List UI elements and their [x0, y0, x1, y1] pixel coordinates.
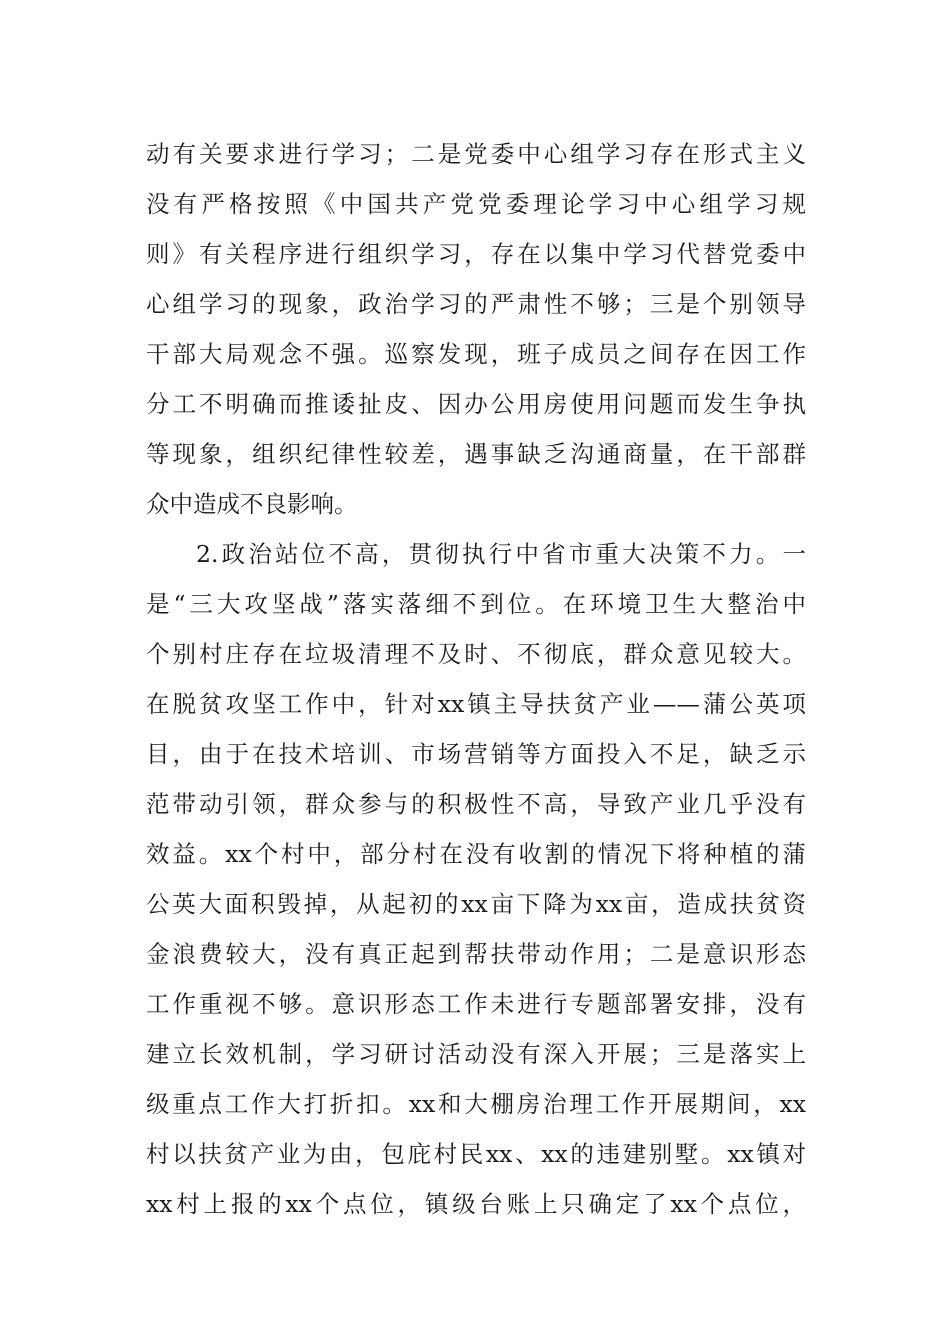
text-line: xx村上报的xx个点位，镇级台账上只确定了xx个点位，	[146, 1190, 806, 1218]
text-line: 级重点工作大打折扣。xx和大棚房治理工作开展期间，xx	[146, 1090, 806, 1118]
text-line: 众中造成不良影响。	[146, 490, 358, 518]
text-line: 没有严格按照《中国共产党党委理论学习中心组学习规	[146, 190, 806, 218]
text-line: 建立长效机制，学习研讨活动没有深入开展；三是落实上	[146, 1040, 806, 1068]
paragraph-heading-line: 2.政治站位不高，贯彻执行中省市重大决策不力。一	[196, 540, 806, 568]
text-line: 金浪费较大，没有真正起到帮扶带动作用；二是意识形态	[146, 940, 806, 968]
text-line: 心组学习的现象，政治学习的严肃性不够；三是个别领导	[146, 290, 806, 318]
text-line: 则》有关程序进行组织学习，存在以集中学习代替党委中	[146, 240, 806, 268]
text-line: 在脱贫攻坚工作中，针对xx镇主导扶贫产业——蒲公英项	[146, 690, 806, 718]
text-line: 动有关要求进行学习；二是党委中心组学习存在形式主义	[146, 140, 806, 168]
text-line: 等现象，组织纪律性较差，遇事缺乏沟通商量，在干部群	[146, 440, 806, 468]
text-line: 村以扶贫产业为由，包庇村民xx、xx的违建别墅。xx镇对	[146, 1140, 806, 1168]
text-line: 分工不明确而推诿扯皮、因办公用房使用问题而发生争执	[146, 390, 806, 418]
text-line: 公英大面积毁掉，从起初的xx亩下降为xx亩，造成扶贫资	[146, 890, 806, 918]
text-line: 效益。xx个村中，部分村在没有收割的情况下将种植的蒲	[146, 840, 806, 868]
text-line: 目，由于在技术培训、市场营销等方面投入不足，缺乏示	[146, 740, 806, 768]
text-line: 范带动引领，群众参与的积极性不高，导致产业几乎没有	[146, 790, 806, 818]
text-line: 个别村庄存在垃圾清理不及时、不彻底，群众意见较大。	[146, 640, 806, 668]
text-line: 干部大局观念不强。巡察发现，班子成员之间存在因工作	[146, 340, 806, 368]
text-line: 是“三大攻坚战”落实落细不到位。在环境卫生大整治中	[146, 590, 806, 618]
text-line: 工作重视不够。意识形态工作未进行专题部署安排，没有	[146, 990, 806, 1018]
